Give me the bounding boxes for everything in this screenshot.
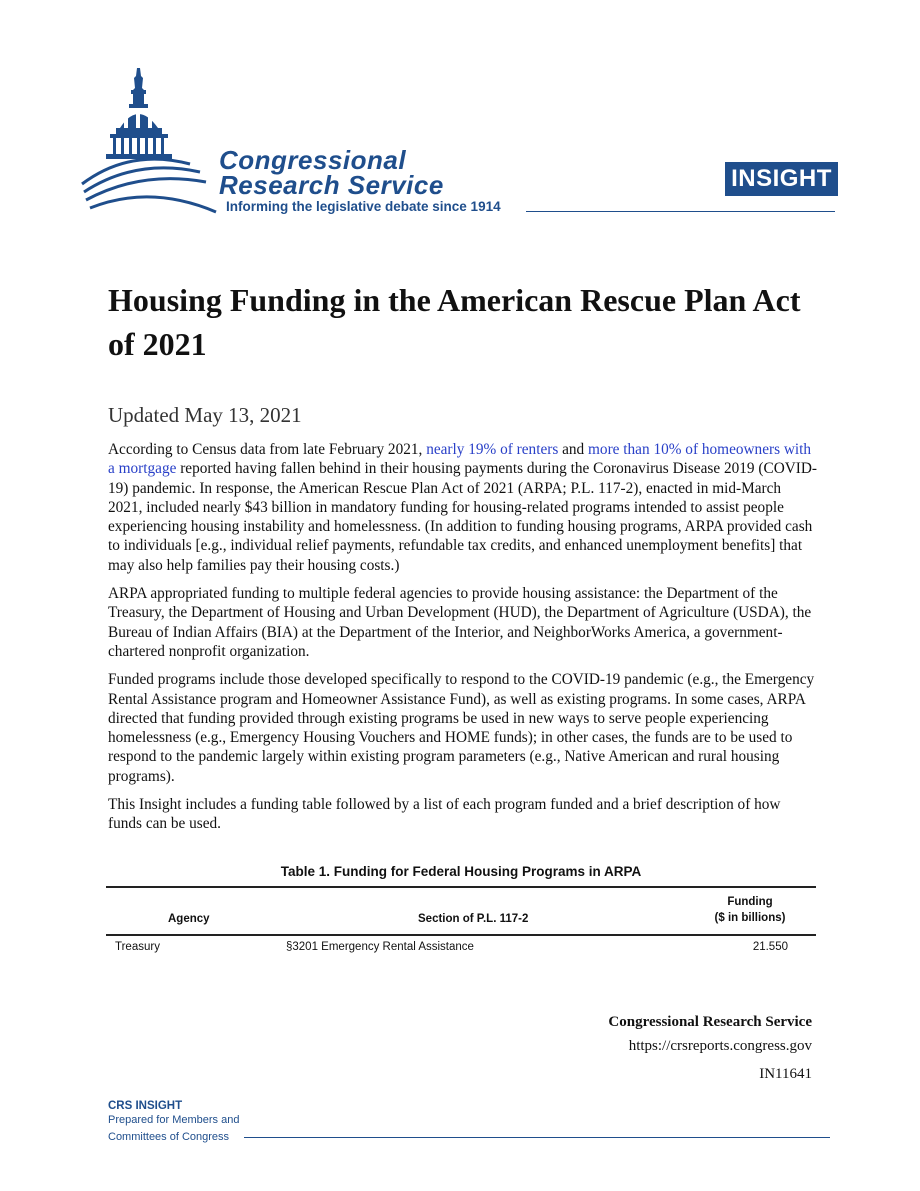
- crs-capitol-dome-logo: [80, 66, 220, 216]
- tagline-divider: [526, 211, 835, 212]
- header-section: Section of P.L. 117-2: [418, 913, 529, 925]
- footer-url[interactable]: https://crsreports.congress.gov: [628, 1038, 812, 1054]
- cell-section-link[interactable]: §3201 Emergency Rental Assistance: [286, 941, 474, 953]
- paragraph-text: According to Census data from late February 2021,: [108, 441, 427, 458]
- org-name-line2: Research Service: [219, 170, 444, 200]
- footer-divider: [244, 1137, 830, 1138]
- cell-agency: Treasury: [115, 941, 160, 953]
- body-paragraph-4: This Insight includes a funding table followed by a list of each program funded and a brief description of how funds can be used.: [108, 796, 781, 833]
- body-paragraph-2: ARPA appropriated funding to multiple federal agencies to provide housing assistance: the Department of the Treasury, the Department of Housing and Urban Development (HUD), the Department of Agriculture (USDA), the Bureau of Indian Affairs (BIA) at the Department of the Interior, and NeighborWorks America, a government-chartered nonprofit organization.: [108, 585, 812, 660]
- paragraph-text: and: [558, 441, 589, 458]
- table-row: [106, 940, 816, 958]
- document-body: [108, 440, 818, 843]
- body-paragraph-3: Funded programs include those developed specifically to respond to the COVID-19 pandemic (e.g., the Emergency Rental Assistance program and Homeowner Assistance Fund), as well as existing programs. In some cases, ARPA directed that funding provided through existing programs be used in new ways to serve people experiencing homelessness (e.g., Emergency Housing Vouchers and HOME funds); in other cases, the funds are to be used to respond to the pandemic largely within existing program parameters (e.g., Native American and rural housing programs).: [108, 671, 815, 785]
- document-date: Updated May 13, 2021: [108, 403, 302, 427]
- header-funding-line2: ($ in billions): [714, 912, 786, 924]
- table-header-rule: [106, 934, 816, 936]
- body-paragraph-1: [108, 440, 818, 575]
- org-name-line1: Congressional: [219, 145, 407, 175]
- cell-funding: 21.550: [752, 941, 788, 953]
- paragraph-text: reported having fallen behind in their housing payments during the Coronavirus Disease 2019 (COVID-19) pandemic. In response, the American Rescue Plan Act of 2021 (ARPA; P.L. 117-2), enacted in mid-March 2021, included nearly $43 billion in mandatory funding for housing-related programs intended to assist people experiencing housing instability and homelessness. (In addition to funding housing programs, ARPA provided cash to individuals [e.g., individual relief payments, refundable tax credits, and enhanced unemployment benefits] that may also help families pay their housing costs.): [108, 460, 818, 574]
- header-agency: Agency: [168, 913, 210, 925]
- prepared-for-line2: Committees of Congress: [108, 1131, 230, 1143]
- footer-report-id: IN11641: [759, 1066, 812, 1082]
- prepared-for-line1: Prepared for Members and: [108, 1114, 240, 1126]
- document-title: Housing Funding in the American Rescue Plan Act of 2021: [108, 282, 801, 362]
- header-funding-line1: Funding: [727, 896, 773, 908]
- renters-link[interactable]: nearly 19% of renters: [426, 441, 559, 458]
- insight-badge: INSIGHT: [725, 162, 838, 196]
- table-top-rule: [106, 886, 816, 888]
- crs-insight-label: CRS INSIGHT: [108, 1100, 183, 1112]
- table-title: Table 1. Funding for Federal Housing Programs in ARPA: [280, 864, 642, 879]
- footer-org: Congressional Research Service: [608, 1014, 812, 1030]
- org-tagline: Informing the legislative debate since 1914: [226, 199, 501, 214]
- homeowners-link[interactable]: more than 10% of homeowners with a mortgage: [108, 441, 812, 478]
